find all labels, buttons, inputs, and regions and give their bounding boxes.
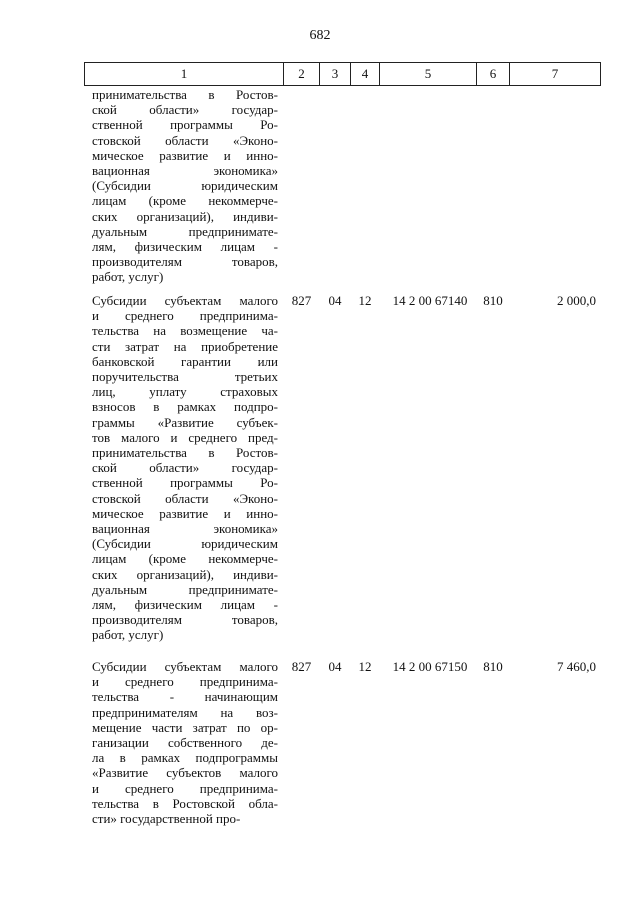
description-line: сти затрат на приобретение (92, 338, 278, 354)
description-line: лям, физическим лицам - (92, 597, 278, 613)
description-line: работ, услуг) (92, 269, 164, 285)
description-line: поручительства третьих (92, 369, 278, 385)
description-line: ской области» государ- (92, 460, 278, 476)
page-number: 682 (309, 28, 331, 43)
row-description (92, 659, 278, 826)
description-line: (Субсидии юридическим (92, 178, 278, 194)
header-col-3: 3 (319, 62, 351, 86)
description-line: мещение части затрат по ор- (92, 719, 278, 735)
description-line: лиц, уплату страховых (92, 384, 278, 400)
description-line: ганизации собственного де- (92, 735, 278, 751)
description-line: «Развитие субъектов малого (92, 765, 278, 781)
description-line: и среднего предпринима- (92, 674, 278, 690)
cell-amount: 2 000,0 (557, 293, 596, 308)
cell-subsection: 12 (358, 659, 372, 674)
description-line: тельства - начинающим (92, 689, 278, 705)
description-line: мическое развитие и инно- (92, 505, 278, 521)
cell-subsection: 12 (358, 293, 372, 308)
description-line: банковской гарантии или (92, 353, 278, 369)
cell-section: 04 (328, 659, 342, 674)
cell-amount: 7 460,0 (557, 659, 596, 674)
description-line: предпринимателям на воз- (92, 704, 278, 720)
description-line: (Субсидии юридическим (92, 536, 278, 552)
description-line: принимательства в Ростов- (92, 445, 278, 461)
description-line: Субсидии субъектам малого (92, 659, 278, 674)
description-line: принимательства в Ростов- (92, 87, 278, 102)
row-description (92, 293, 278, 643)
description-line: сти» государственной про- (92, 811, 241, 827)
description-line: и среднего предпринима- (92, 780, 278, 796)
description-line: лицам (кроме некоммерче- (92, 551, 278, 567)
cell-expense-type: 810 (483, 293, 503, 308)
description-line: тельства в Ростовской обла- (92, 795, 278, 811)
description-line: ских организаций), индиви- (92, 208, 278, 224)
description-line: вационная экономика» (92, 521, 278, 537)
description-line: взносов в рамках подпро- (92, 399, 278, 415)
description-line: производителям товаров, (92, 612, 278, 628)
description-line: лям, физическим лицам - (92, 239, 278, 255)
row-description (92, 87, 278, 285)
description-line: ственной программы Ро- (92, 475, 278, 491)
description-line: тельства на возмещение ча- (92, 323, 278, 339)
description-line: работ, услуг) (92, 627, 164, 643)
cell-expense-type: 810 (483, 659, 503, 674)
description-line: ла в рамках подпрограммы (92, 750, 278, 766)
cell-target-article: 14 2 00 67140 (392, 293, 468, 308)
header-col-6: 6 (476, 62, 510, 86)
description-line: дуальным предпринимате- (92, 581, 278, 597)
header-col-1: 1 (84, 62, 284, 86)
description-line: ственной программы Ро- (92, 117, 278, 133)
description-line: и среднего предпринима- (92, 308, 278, 324)
description-line: тов малого и среднего пред- (92, 429, 278, 445)
header-col-5: 5 (379, 62, 477, 86)
description-line: вационная экономика» (92, 163, 278, 179)
header-col-2: 2 (283, 62, 320, 86)
description-line: ской области» государ- (92, 102, 278, 118)
description-line: Субсидии субъектам малого (92, 293, 278, 308)
description-line: ских организаций), индиви- (92, 566, 278, 582)
cell-section: 04 (328, 293, 342, 308)
header-col-7: 7 (509, 62, 601, 86)
description-line: стовской области «Эконо- (92, 490, 278, 506)
description-line: стовской области «Эконо- (92, 132, 278, 148)
description-line: производителям товаров, (92, 254, 278, 270)
description-line: дуальным предпринимате- (92, 223, 278, 239)
description-line: граммы «Развитие субъек- (92, 414, 278, 430)
description-line: лицам (кроме некоммерче- (92, 193, 278, 209)
cell-code: 827 (291, 293, 312, 308)
cell-target-article: 14 2 00 67150 (392, 659, 468, 674)
description-line: мическое развитие и инно- (92, 147, 278, 163)
cell-code: 827 (291, 659, 312, 674)
header-col-4: 4 (350, 62, 380, 86)
